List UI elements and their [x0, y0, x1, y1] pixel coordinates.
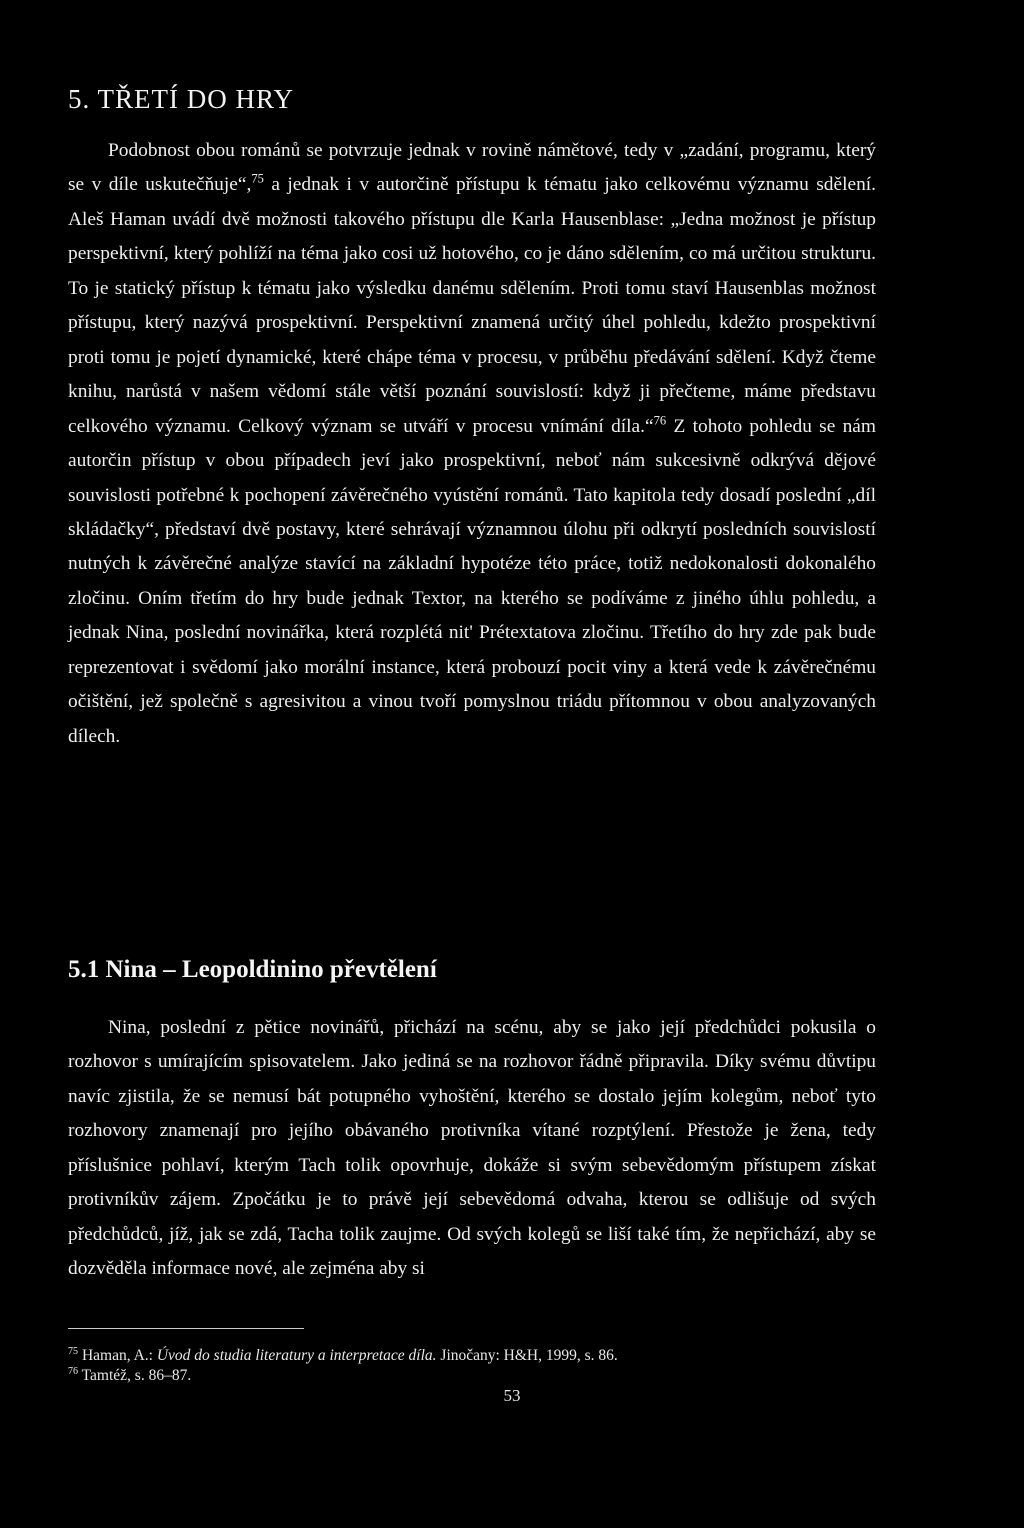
footnote-ref-76: 76: [653, 413, 667, 428]
paragraph-1-part-c: Z tohoto pohledu se nám autorčin přístup v obou případech jeví jako prospektivní, neboť nám sukcesivně odkrývá dějové souvislosti potřebné k pochopení závěrečného vyústění románů. Tato kapitola tedy dosadí poslední „díl skládačky“, představí dvě postavy, které sehrávají významnou úlohu při odkrytí posledních souvislostí nutných k závěrečné analýze stavící na základní hypotéze této práce, totiž nedokonalosti dokonalého zločinu. Oním třetím do hry bude jednak Textor, na kterého se podíváme z jiného úhlu pohledu, a jednak Nina, poslední novinářka, která rozplétá nit' Prétextatova zločinu. Třetího do hry zde pak bude reprezentovat i svědomí jako morální instance, která probouzí pocit viny a která vede k závěrečnému očištění, jež společně s agresivitou a vinou tvoří pomyslnou triádu přítomnou v obou analyzovaných dílech.: [68, 415, 876, 747]
paragraph-2: Nina, poslední z pětice novinářů, přichází na scénu, aby se jako její předchůdci pokusila o rozhovor s umírajícím spisovatelem. Jako jediná se na rozhovor řádně připravila. Díky svému důvtipu navíc zjistila, že se nemusí bát potupného vyhoštění, kterého se dostalo jejím kolegům, neboť tyto rozhovory znamenají pro jejího obávaného protivníka vítané rozptýlení. Přestože je žena, tedy příslušnice pohlaví, kterým Tach tolik opovrhuje, dokáže si svým sebevědomým přístupem získat protivníkův zájem. Zpočátku je to právě její sebevědomá odvaha, kterou se odlišuje od svých předchůdců, jíž, jak se zdá, Tacha tolik zaujme. Od svých kolegů se liší také tím, že nepřichází, aby se dozvěděla informace nové, ale zejména aby si: [68, 1017, 876, 1280]
section-heading: 5.1 Nina – Leopoldinino převtělení: [68, 956, 437, 983]
footnote-divider: [68, 1328, 304, 1329]
footnote-title: Úvod do studia literatury a interpretace díla.: [156, 1347, 437, 1364]
footnote-ref-75: 75: [251, 171, 264, 186]
paragraph-1: [68, 134, 876, 754]
footnote-number: 75: [68, 1345, 79, 1357]
chapter-heading: 5. TŘETÍ DO HRY: [68, 84, 295, 114]
footnote-author: Tamtéž, s. 86–87.: [81, 1367, 192, 1384]
paragraph-1-part-b: a jednak i v autorčině přístupu k tématu jako celkovému významu sdělení. Aleš Haman uvádí dvě možnosti takového přístupu dle Karla Hausenblase: „Jedna možnost je přístup perspektivní, který pohlíží na téma jako cosi už hotového, co je dáno sdělením, co má určitou strukturu. To je statický přístup k tématu jako výsledku danému sdělením. Proti tomu staví Hausenblas možnost přístupu, který nazývá prospektivní. Perspektivní znamená určitý úhel pohledu, kdežto prospektivní proti tomu je pojetí dynamické, které chápe téma v procesu, v průběhu předávání sdělení. Když čteme knihu, narůstá v našem vědomí stále větší poznání souvislostí: když ji přečteme, máme představu celkového významu. Celkový význam se utváří v procesu vnímání díla.“: [68, 174, 876, 437]
footnote-75: [68, 1346, 618, 1366]
footnote-number: 76: [68, 1365, 79, 1377]
footnote-rest: Jinočany: H&H, 1999, s. 86.: [436, 1347, 618, 1364]
footnote-76: [68, 1366, 191, 1386]
paragraph-1-part-a: Podobnost obou románů se potvrzuje jednak v rovině námětové, tedy v „zadání, programu, který se v díle uskutečňuje“,: [68, 140, 876, 196]
page-number: 53: [503, 1386, 521, 1405]
footnote-author: Haman, A.:: [81, 1347, 157, 1364]
